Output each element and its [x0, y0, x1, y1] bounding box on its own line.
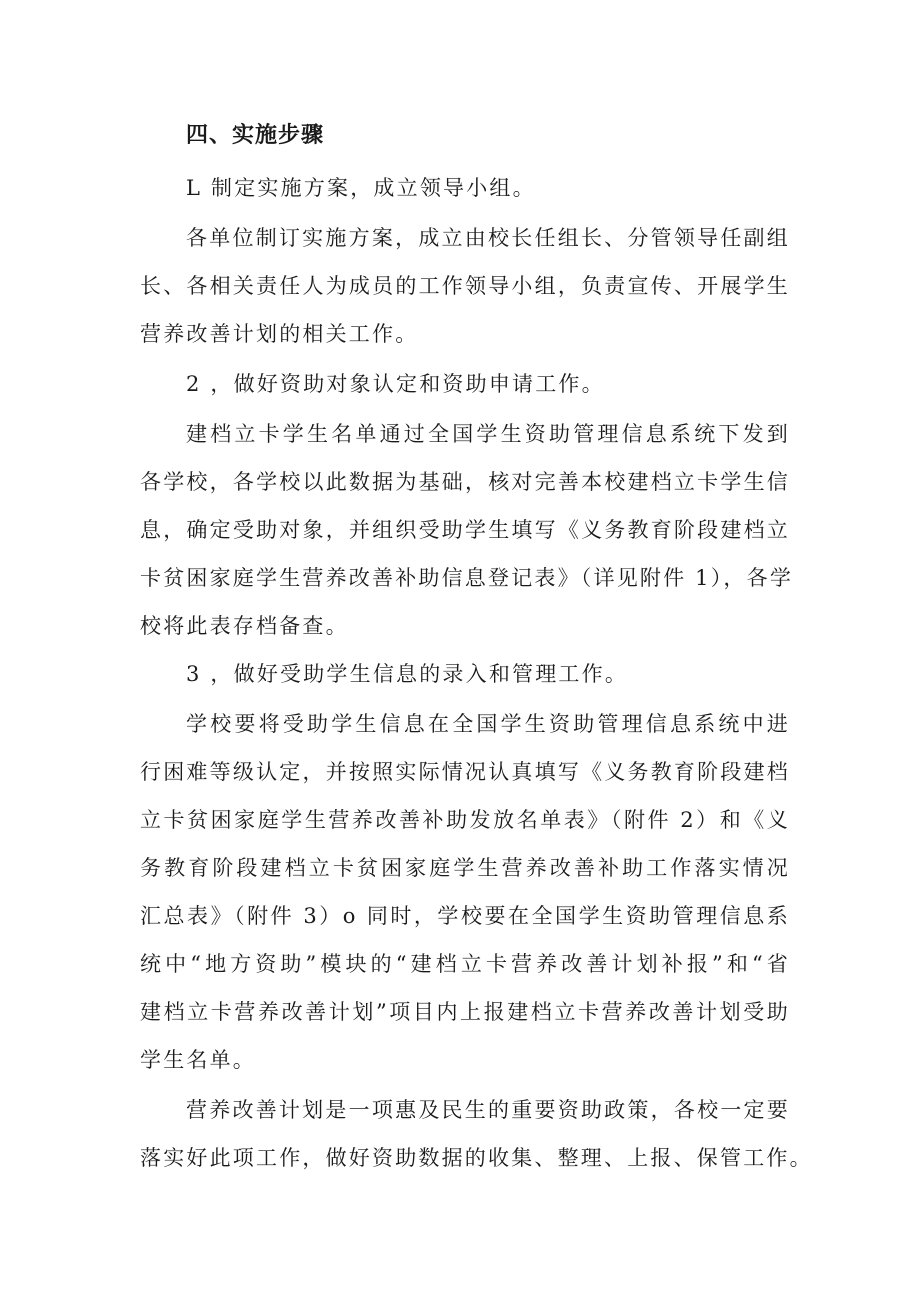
paragraph-line: 息，确定受助对象，并组织受助学生填写《义务教育阶段建档立: [140, 518, 790, 542]
step-1-title: L 制定实施方案，成立领导小组。: [186, 176, 536, 200]
paragraph-line: 务教育阶段建档立卡贫困家庭学生营养改善补助工作落实情况: [140, 856, 790, 880]
paragraph-line: 各单位制订实施方案，成立由校长任组长、分管领导任副组: [186, 226, 790, 250]
step-3-title: 3 ，做好受助学生信息的录入和管理工作。: [186, 662, 629, 686]
paragraph-line: 汇总表》（附件 3）o 同时，学校要在全国学生资助管理信息系: [140, 904, 790, 928]
paragraph-line: 统中“地方资助”模块的“建档立卡营养改善计划补报”和“省: [140, 952, 790, 976]
paragraph-line: 学校要将受助学生信息在全国学生资助管理信息系统中进: [186, 712, 790, 736]
section-heading: 四、实施步骤: [186, 123, 325, 148]
paragraph-line: 立卡贫困家庭学生营养改善补助发放名单表》（附件 2）和《义: [140, 808, 790, 832]
paragraph-line: 行困难等级认定，并按照实际情况认真填写《义务教育阶段建档: [140, 760, 790, 784]
paragraph-line: 营养改善计划是一项惠及民生的重要资助政策，各校一定要: [186, 1098, 790, 1122]
paragraph-line: 卡贫困家庭学生营养改善补助信息登记表》（详见附件 1），各学: [140, 566, 794, 590]
paragraph-line: 落实好此项工作，做好资助数据的收集、整理、上报、保管工作。: [140, 1146, 813, 1170]
paragraph-line: 长、各相关责任人为成员的工作领导小组，负责宣传、开展学生: [140, 274, 790, 298]
paragraph-line: 建档立卡学生名单通过全国学生资助管理信息系统下发到: [186, 422, 790, 446]
paragraph-line: 校将此表存档备查。: [140, 614, 349, 638]
step-2-title: 2 ，做好资助对象认定和资助申请工作。: [186, 372, 605, 396]
paragraph-line: 各学校，各学校以此数据为基础，核对完善本校建档立卡学生信: [140, 470, 790, 494]
paragraph-line: 学生名单。: [140, 1048, 256, 1072]
paragraph-line: 营养改善计划的相关工作。: [140, 322, 419, 346]
paragraph-line: 建档立卡营养改善计划”项目内上报建档立卡营养改善计划受助: [140, 1000, 790, 1024]
